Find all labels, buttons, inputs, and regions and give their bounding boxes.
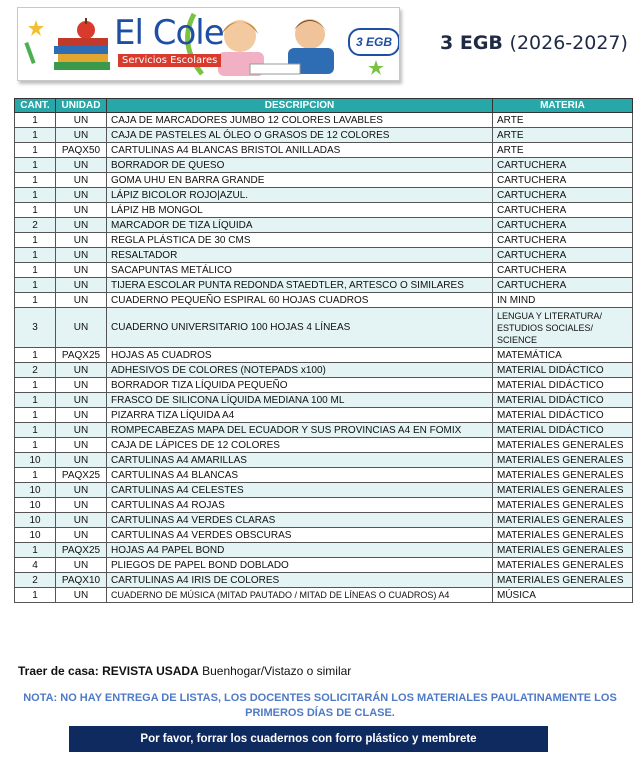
description-cell: CAJA DE MARCADORES JUMBO 12 COLORES LAVABLES [107,113,493,128]
qty-cell: 1 [15,378,56,393]
subject-cell: CARTUCHERA [493,158,633,173]
unit-cell: UN [56,558,107,573]
unit-cell: UN [56,128,107,143]
unit-cell: UN [56,408,107,423]
table-row [15,173,633,188]
description-cell: GOMA UHU EN BARRA GRANDE [107,173,493,188]
description-cell: CARTULINAS A4 AMARILLAS [107,453,493,468]
qty-cell: 1 [15,158,56,173]
unit-cell: UN [56,588,107,603]
subject-cell: ARTE [493,113,633,128]
qty-cell: 10 [15,498,56,513]
subject-cell: CARTUCHERA [493,218,633,233]
qty-cell: 1 [15,543,56,558]
qty-cell: 10 [15,528,56,543]
unit-cell: UN [56,438,107,453]
unit-cell: UN [56,498,107,513]
description-cell: LÁPIZ BICOLOR ROJO|AZUL. [107,188,493,203]
description-cell: CAJA DE PASTELES AL ÓLEO O GRASOS DE 12 COLORES [107,128,493,143]
grade-badge: 3 EGB [348,28,400,56]
column-header-subject: MATERIA [493,99,633,113]
table-row [15,453,633,468]
qty-cell: 1 [15,393,56,408]
unit-cell: UN [56,233,107,248]
description-cell: RESALTADOR [107,248,493,263]
title-grade: 3 EGB [440,32,503,54]
description-cell: BORRADOR DE QUESO [107,158,493,173]
table-row [15,513,633,528]
description-cell: CARTULINAS A4 ROJAS [107,498,493,513]
qty-cell: 10 [15,453,56,468]
table-row [15,248,633,263]
table-row [15,438,633,453]
qty-cell: 10 [15,483,56,498]
table-row [15,263,633,278]
unit-cell: UN [56,453,107,468]
unit-cell: UN [56,483,107,498]
bring-item: REVISTA USADA [102,664,199,678]
subject-cell: MATERIALES GENERALES [493,498,633,513]
subject-cell: CARTUCHERA [493,278,633,293]
table-row [15,393,633,408]
description-cell: CUADERNO DE MÚSICA (MITAD PAUTADO / MITAD DE LÍNEAS O CUADROS) A4 [107,588,493,603]
table-row [15,543,633,558]
description-cell: CARTULINAS A4 BLANCAS [107,468,493,483]
subject-cell: MÚSICA [493,588,633,603]
unit-cell: UN [56,248,107,263]
unit-cell: UN [56,393,107,408]
delivery-note: NOTA: NO HAY ENTREGA DE LISTAS, LOS DOCENTES SOLICITARÁN LOS MATERIALES PAULATINAMENTE LOS PRIMEROS DÍAS DE CLASE. [23,692,617,719]
bring-from-home [18,664,351,678]
table-row [15,113,633,128]
description-cell: MARCADOR DE TIZA LÍQUIDA [107,218,493,233]
table-row [15,188,633,203]
subject-cell: CARTUCHERA [493,173,633,188]
unit-cell: PAQX10 [56,573,107,588]
table-row [15,128,633,143]
unit-cell: UN [56,528,107,543]
subject-cell: MATERIALES GENERALES [493,558,633,573]
qty-cell: 2 [15,363,56,378]
subject-cell: MATERIAL DIDÁCTICO [493,408,633,423]
subject-cell: MATERIALES GENERALES [493,513,633,528]
table-row [15,378,633,393]
title-year: (2026-2027) [509,32,628,54]
column-header-description: DESCRIPCION [107,99,493,113]
table-row [15,218,633,233]
subject-cell: CARTUCHERA [493,188,633,203]
description-cell: CUADERNO UNIVERSITARIO 100 HOJAS 4 LÍNEAS [107,308,493,348]
table-row [15,233,633,248]
qty-cell: 1 [15,233,56,248]
bring-label: Traer de casa: [18,664,99,678]
subject-cell: MATERIALES GENERALES [493,543,633,558]
subject-cell: CARTUCHERA [493,233,633,248]
subject-cell: MATERIAL DIDÁCTICO [493,363,633,378]
subject-cell: MATERIALES GENERALES [493,468,633,483]
qty-cell: 1 [15,188,56,203]
description-cell: HOJAS A4 PAPEL BOND [107,543,493,558]
qty-cell: 1 [15,143,56,158]
table-row [15,468,633,483]
description-cell: CARTULINAS A4 BLANCAS BRISTOL ANILLADAS [107,143,493,158]
subject-cell: MATERIALES GENERALES [493,438,633,453]
qty-cell: 1 [15,263,56,278]
qty-cell: 1 [15,438,56,453]
unit-cell: UN [56,293,107,308]
description-cell: LÁPIZ HB MONGOL [107,203,493,218]
description-cell: CARTULINAS A4 VERDES CLARAS [107,513,493,528]
unit-cell: UN [56,378,107,393]
supplies-table [14,98,633,603]
unit-cell: PAQX25 [56,468,107,483]
brand-name: El Cole [114,13,224,53]
unit-cell: UN [56,158,107,173]
qty-cell: 1 [15,248,56,263]
unit-cell: UN [56,278,107,293]
subject-cell: MATERIAL DIDÁCTICO [493,423,633,438]
unit-cell: UN [56,113,107,128]
description-cell: CARTULINAS A4 CELESTES [107,483,493,498]
qty-cell: 1 [15,468,56,483]
table-row [15,498,633,513]
description-cell: REGLA PLÁSTICA DE 30 CMS [107,233,493,248]
column-header-unit: UNIDAD [56,99,107,113]
description-cell: BORRADOR TIZA LÍQUIDA PEQUEÑO [107,378,493,393]
subject-cell: MATERIALES GENERALES [493,453,633,468]
qty-cell: 1 [15,128,56,143]
unit-cell: UN [56,218,107,233]
subject-cell: CARTUCHERA [493,203,633,218]
description-cell: PIZARRA TIZA LÍQUIDA A4 [107,408,493,423]
subject-cell: MATERIAL DIDÁCTICO [493,393,633,408]
table-row [15,408,633,423]
column-header-qty: CANT. [15,99,56,113]
table-row [15,363,633,378]
subject-cell: LENGUA Y LITERATURA/ ESTUDIOS SOCIALES/ SCIENCE [493,308,633,348]
unit-cell: UN [56,513,107,528]
qty-cell: 1 [15,203,56,218]
unit-cell: UN [56,423,107,438]
table-row [15,158,633,173]
subject-cell: MATERIALES GENERALES [493,528,633,543]
table-body [15,113,633,603]
qty-cell: 1 [15,293,56,308]
description-cell: SACAPUNTAS METÁLICO [107,263,493,278]
subject-cell: MATERIALES GENERALES [493,483,633,498]
qty-cell: 1 [15,278,56,293]
table-row [15,558,633,573]
school-logo-banner [17,7,400,81]
unit-cell: UN [56,263,107,278]
table-row [15,348,633,363]
description-cell: FRASCO DE SILICONA LÍQUIDA MEDIANA 100 ML [107,393,493,408]
qty-cell: 1 [15,173,56,188]
unit-cell: PAQX50 [56,143,107,158]
qty-cell: 1 [15,423,56,438]
table-row [15,423,633,438]
qty-cell: 1 [15,408,56,423]
subject-cell: ARTE [493,143,633,158]
unit-cell: UN [56,203,107,218]
qty-cell: 3 [15,308,56,348]
qty-cell: 1 [15,113,56,128]
table-row [15,293,633,308]
description-cell: CARTULINAS A4 VERDES OBSCURAS [107,528,493,543]
unit-cell: PAQX25 [56,348,107,363]
table-row [15,203,633,218]
subject-cell: MATEMÁTICA [493,348,633,363]
unit-cell: UN [56,308,107,348]
subject-cell: CARTUCHERA [493,248,633,263]
table-row [15,278,633,293]
qty-cell: 1 [15,348,56,363]
description-cell: CARTULINAS A4 IRIS DE COLORES [107,573,493,588]
table-row [15,588,633,603]
table-row [15,573,633,588]
table-header-row [15,99,633,113]
qty-cell: 2 [15,573,56,588]
table-row [15,528,633,543]
brand-tagline: Servicios Escolares [118,54,221,67]
description-cell: HOJAS A5 CUADROS [107,348,493,363]
description-cell: ROMPECABEZAS MAPA DEL ECUADOR Y SUS PROVINCIAS A4 EN FOMIX [107,423,493,438]
qty-cell: 1 [15,588,56,603]
subject-cell: ARTE [493,128,633,143]
unit-cell: UN [56,363,107,378]
qty-cell: 4 [15,558,56,573]
qty-cell: 2 [15,218,56,233]
unit-cell: UN [56,173,107,188]
description-cell: CAJA DE LÁPICES DE 12 COLORES [107,438,493,453]
subject-cell: MATERIAL DIDÁCTICO [493,378,633,393]
unit-cell: PAQX25 [56,543,107,558]
table-row [15,308,633,348]
subject-cell: MATERIALES GENERALES [493,573,633,588]
page-title [440,32,628,54]
unit-cell: UN [56,188,107,203]
bring-details: Buenhogar/Vistazo o similar [202,664,352,678]
cover-instruction-banner: Por favor, forrar los cuadernos con forro plástico y membrete [69,726,548,752]
description-cell: PLIEGOS DE PAPEL BOND DOBLADO [107,558,493,573]
subject-cell: IN MIND [493,293,633,308]
description-cell: CUADERNO PEQUEÑO ESPIRAL 60 HOJAS CUADROS [107,293,493,308]
description-cell: TIJERA ESCOLAR PUNTA REDONDA STAEDTLER, ARTESCO O SIMILARES [107,278,493,293]
subject-cell: CARTUCHERA [493,263,633,278]
table-row [15,143,633,158]
description-cell: ADHESIVOS DE COLORES (NOTEPADS x100) [107,363,493,378]
table-row [15,483,633,498]
qty-cell: 10 [15,513,56,528]
